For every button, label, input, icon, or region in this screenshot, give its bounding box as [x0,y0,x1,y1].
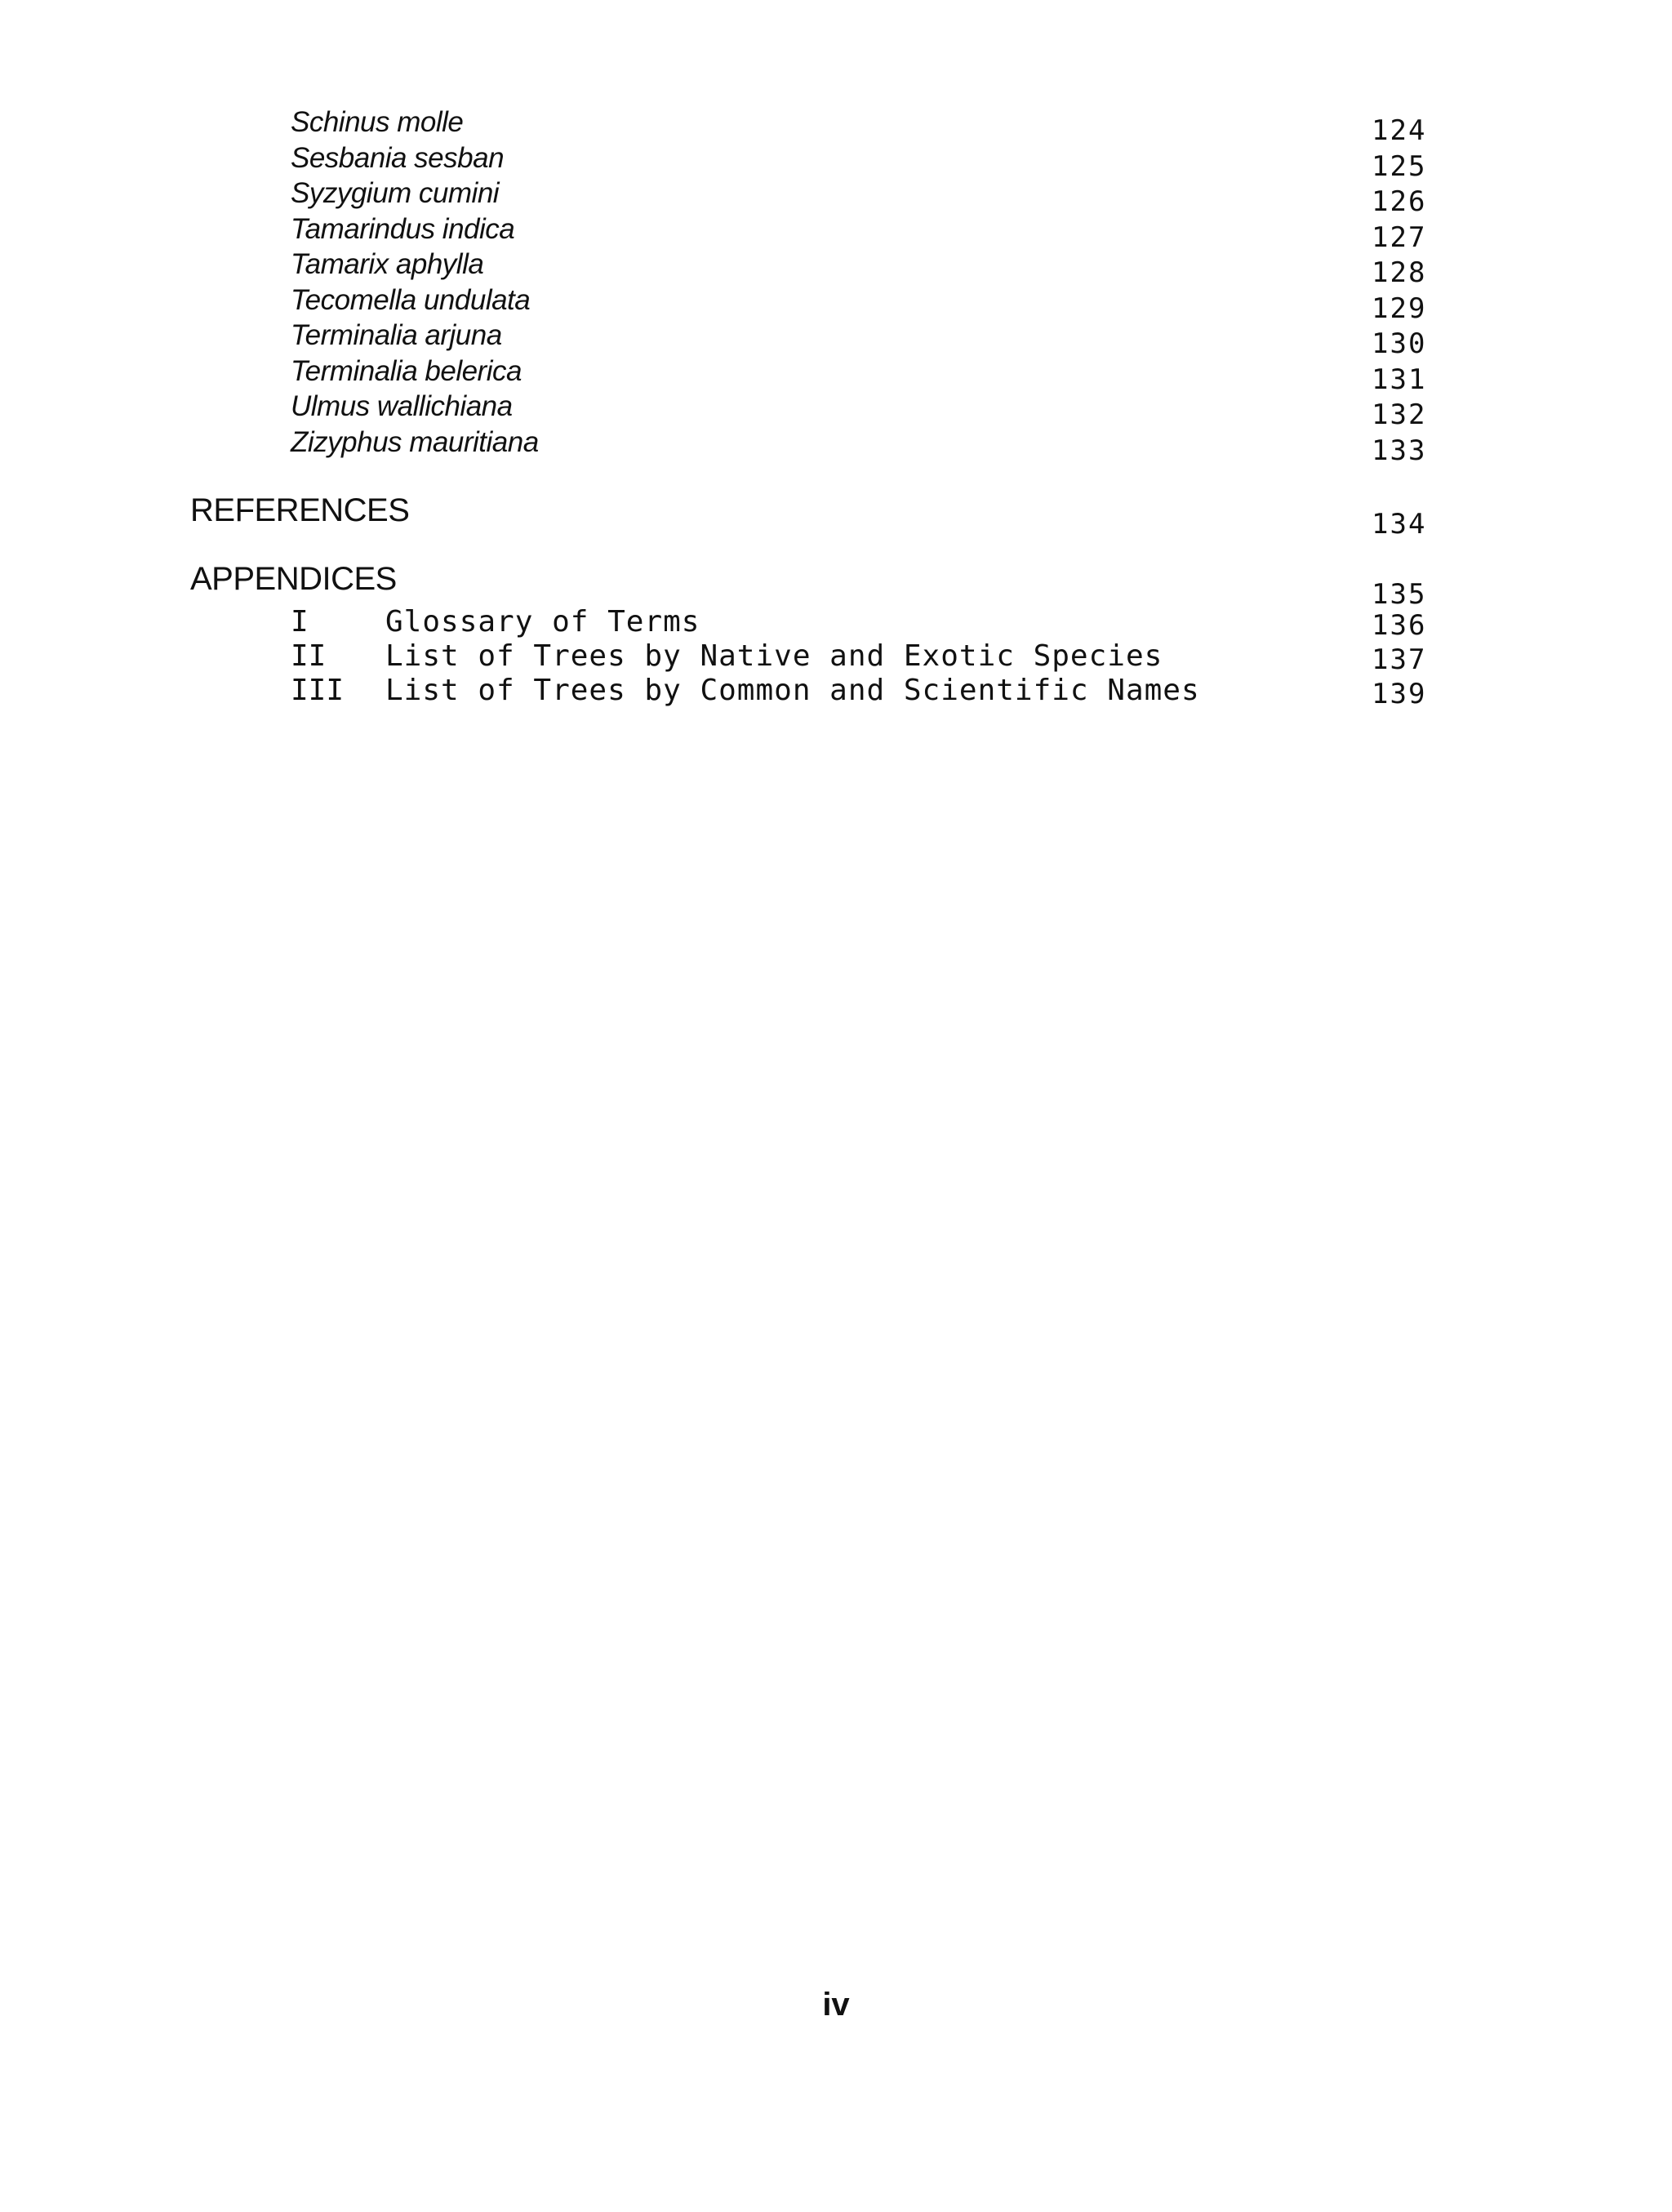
appendix-entry [0,604,1672,640]
toc-entry [0,425,1672,467]
page-number: 136 [1372,609,1427,642]
species-name: Tecomella undulata [291,284,531,316]
appendix-numeral: II [291,639,327,673]
page-number: 128 [1372,256,1427,289]
species-name: Schinus molle [291,106,464,138]
page-number: 139 [1372,678,1427,710]
page-folio: iv [822,1987,850,2023]
toc-entry [0,176,1672,218]
appendix-entry [0,673,1672,709]
appendix-title: Glossary of Terms [385,605,700,639]
species-name: Terminalia arjuna [291,319,502,351]
page-number: 133 [1372,434,1427,467]
page-number: 126 [1372,185,1427,218]
appendices-page-number: 135 [1372,578,1427,611]
appendix-entry [0,639,1672,674]
toc-entry [0,211,1672,254]
page-number: 125 [1372,150,1427,183]
species-name: Terminalia belerica [291,355,522,387]
species-name: Tamarix aphylla [291,248,484,280]
appendix-numeral: III [291,674,345,707]
toc-entry [0,140,1672,183]
page-number: 130 [1372,327,1427,360]
species-name: Syzygium cumini [291,177,500,209]
page-number: 131 [1372,363,1427,396]
appendix-numeral: I [291,605,309,639]
page-number: 127 [1372,221,1427,254]
references-heading: REFERENCES [190,492,410,528]
appendix-title: List of Trees by Common and Scientific Names [385,674,1200,707]
species-name: Tamarindus indica [291,213,515,245]
appendix-title: List of Trees by Native and Exotic Species [385,639,1163,673]
toc-entry [0,389,1672,431]
toc-entry [0,283,1672,325]
toc-entry [0,318,1672,360]
toc-entry [0,247,1672,289]
species-name: Sesbania sesban [291,142,505,174]
page-number: 124 [1372,114,1427,147]
page-number: 129 [1372,292,1427,325]
references-page-number: 134 [1372,508,1427,541]
page-number: 132 [1372,398,1427,431]
toc-entry [0,354,1672,396]
page-number: 137 [1372,643,1427,676]
appendices-heading: APPENDICES [190,561,397,597]
species-name: Ulmus wallichiana [291,390,513,422]
toc-entry [0,105,1672,147]
species-name: Zizyphus mauritiana [291,426,539,458]
